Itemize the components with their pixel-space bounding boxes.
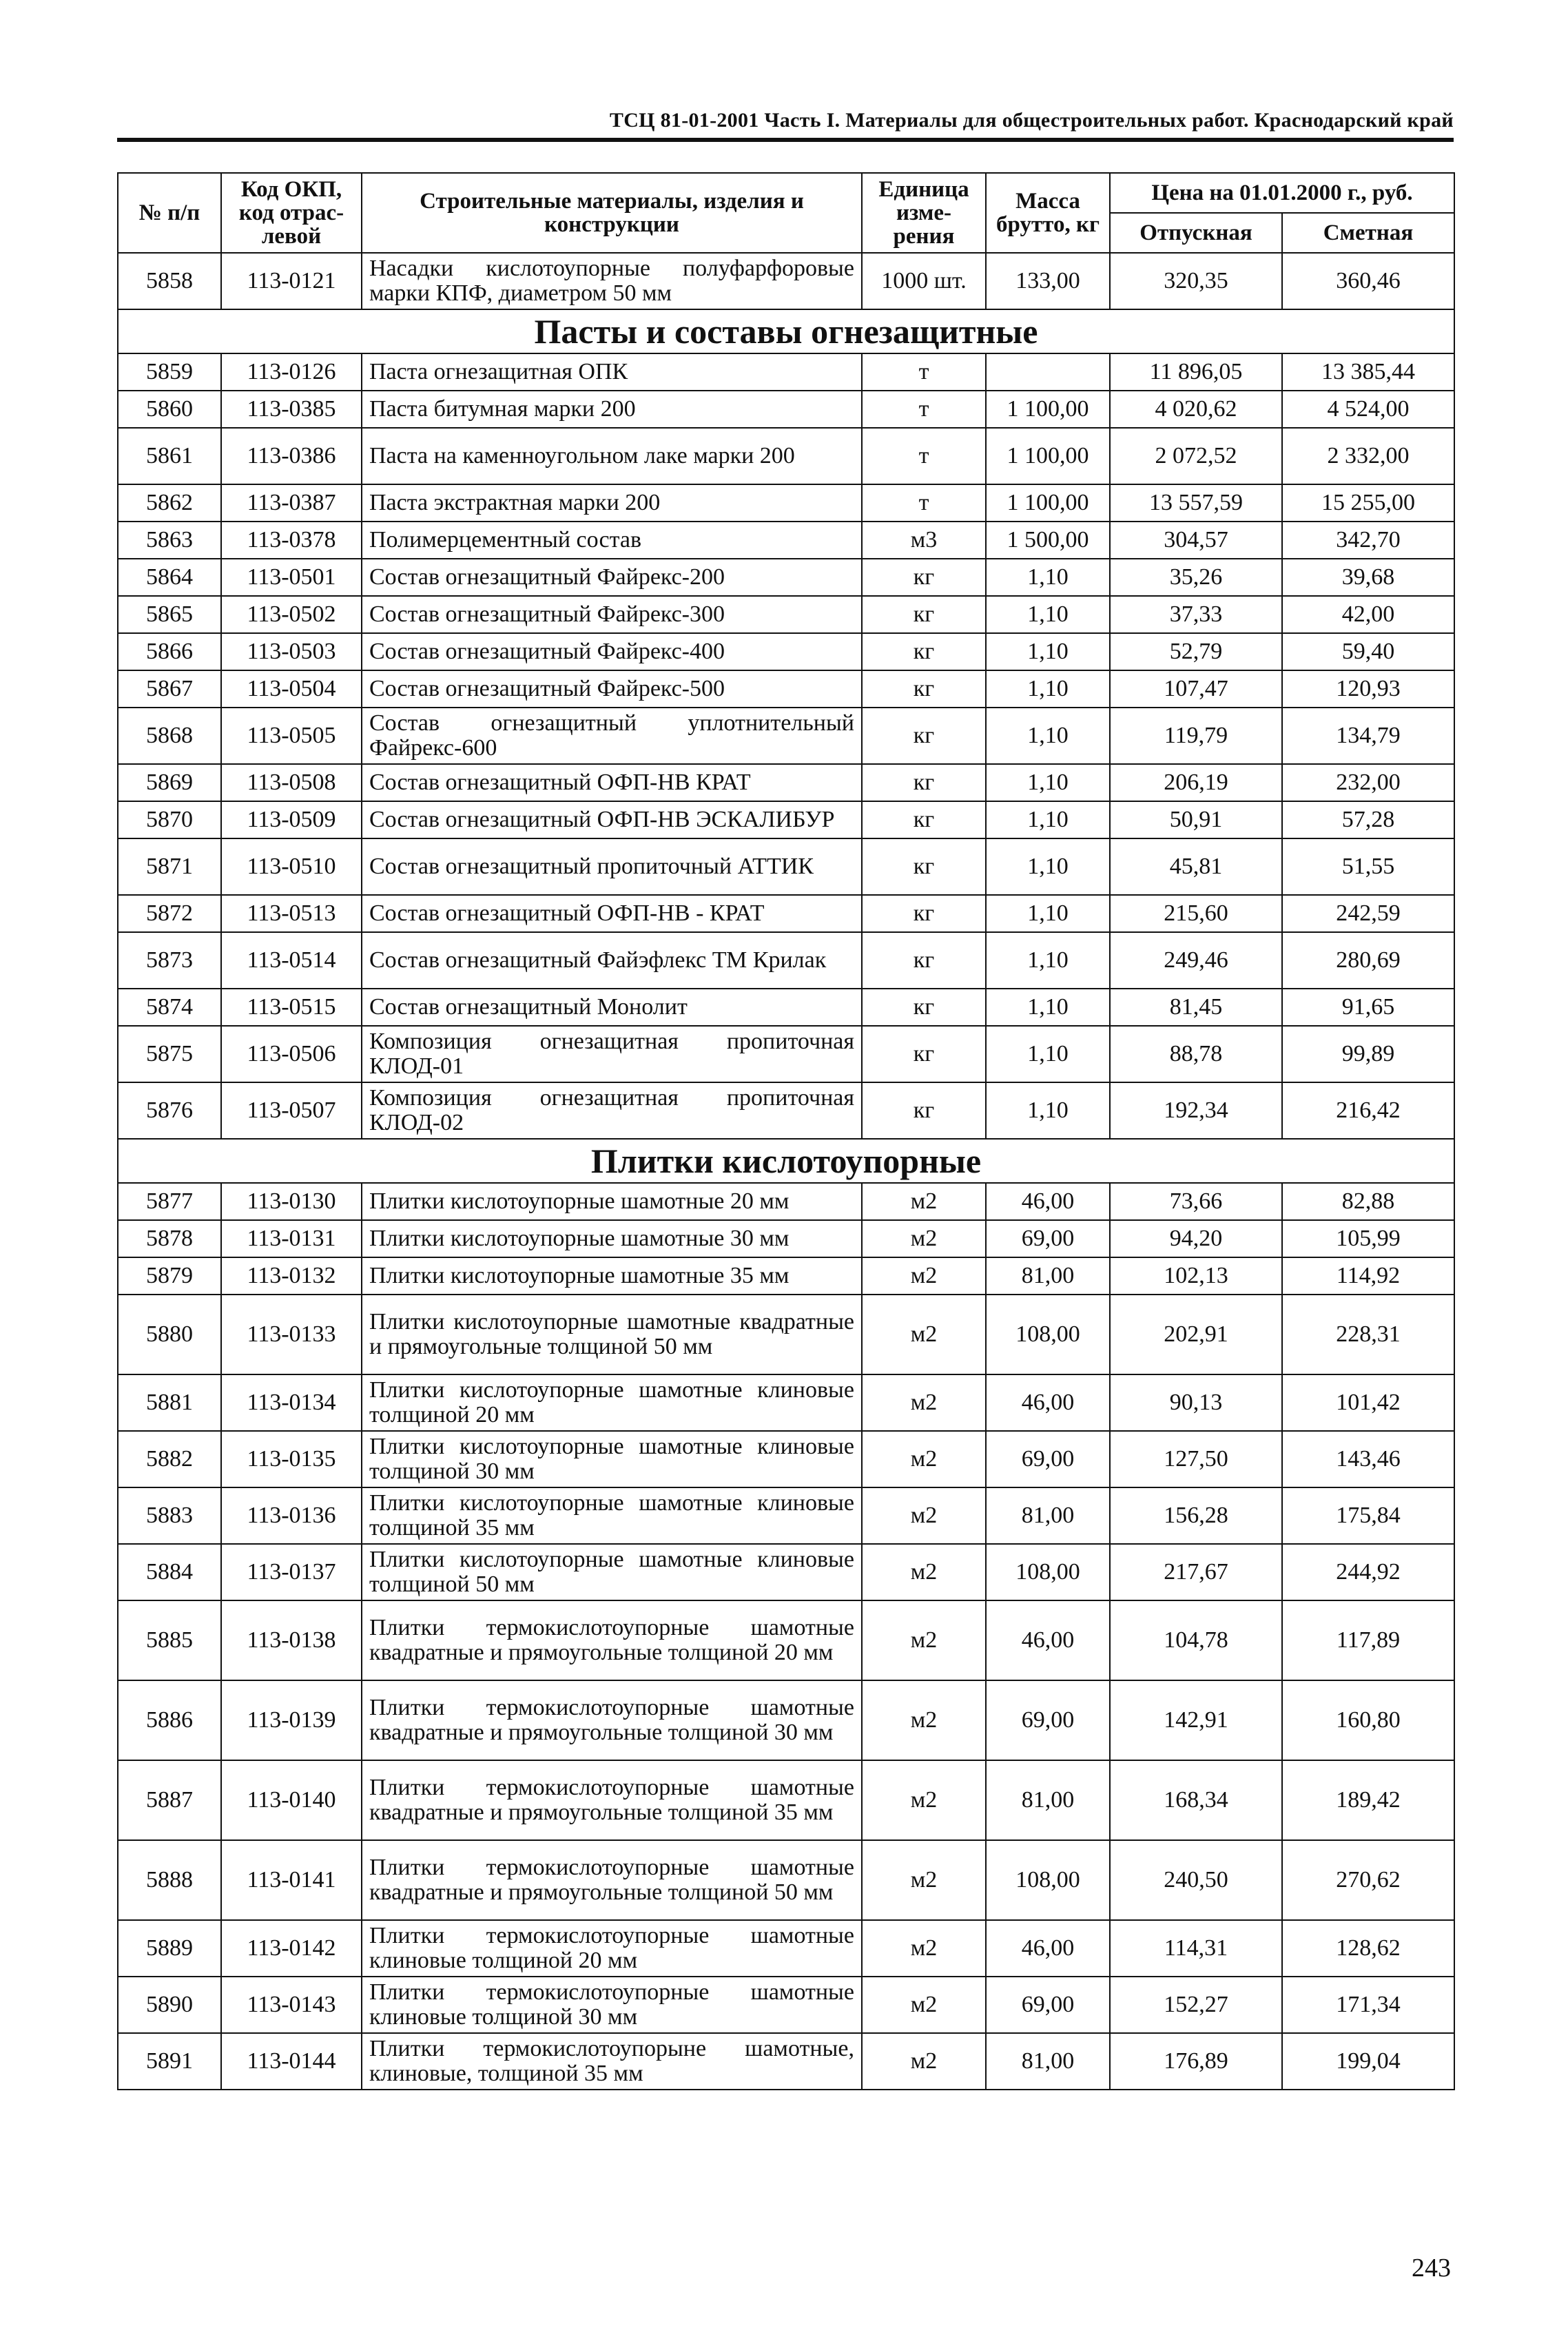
cell-name: Насадки кислотоупорные полуфарфоровые марки КПФ, диаметром 50 мм bbox=[362, 253, 862, 309]
cell-price-est: 216,42 bbox=[1282, 1082, 1454, 1139]
cell-mass: 108,00 bbox=[986, 1840, 1110, 1920]
cell-mass: 1,10 bbox=[986, 559, 1110, 596]
table-row bbox=[118, 764, 1454, 801]
cell-name: Плитки кислотоупорные шамотные 30 мм bbox=[362, 1220, 862, 1257]
table-row bbox=[118, 1920, 1454, 1977]
table-row bbox=[118, 391, 1454, 428]
col-header-mass: Масса брутто, кг bbox=[986, 173, 1110, 253]
cell-code: 113-0501 bbox=[221, 559, 362, 596]
cell-mass: 1,10 bbox=[986, 838, 1110, 895]
cell-price-est: 143,46 bbox=[1282, 1431, 1454, 1487]
cell-unit: кг bbox=[862, 1082, 986, 1139]
cell-code: 113-0139 bbox=[221, 1680, 362, 1760]
cell-name: Состав огнезащитный ОФП-НВ КРАТ bbox=[362, 764, 862, 801]
cell-price-sale: 45,81 bbox=[1110, 838, 1282, 895]
cell-mass: 1,10 bbox=[986, 989, 1110, 1026]
cell-code: 113-0135 bbox=[221, 1431, 362, 1487]
cell-price-sale: 320,35 bbox=[1110, 253, 1282, 309]
cell-mass: 46,00 bbox=[986, 1920, 1110, 1977]
cell-unit: м2 bbox=[862, 1760, 986, 1840]
cell-num: 5879 bbox=[118, 1257, 221, 1295]
cell-num: 5890 bbox=[118, 1977, 221, 2033]
cell-mass: 1,10 bbox=[986, 895, 1110, 932]
cell-mass: 1,10 bbox=[986, 596, 1110, 633]
cell-unit: м2 bbox=[862, 1183, 986, 1220]
cell-unit: 1000 шт. bbox=[862, 253, 986, 309]
cell-price-est: 117,89 bbox=[1282, 1600, 1454, 1680]
table-row bbox=[118, 2033, 1454, 2090]
cell-num: 5886 bbox=[118, 1680, 221, 1760]
table-row bbox=[118, 1680, 1454, 1760]
cell-price-est: 15 255,00 bbox=[1282, 484, 1454, 522]
col-header-unit: Единица изме-рения bbox=[862, 173, 986, 253]
col-header-price-group: Цена на 01.01.2000 г., руб. bbox=[1110, 173, 1454, 213]
cell-unit: м3 bbox=[862, 522, 986, 559]
col-header-name: Строительные материалы, изделия и конструкции bbox=[362, 173, 862, 253]
cell-num: 5860 bbox=[118, 391, 221, 428]
cell-price-sale: 304,57 bbox=[1110, 522, 1282, 559]
cell-mass: 81,00 bbox=[986, 1487, 1110, 1544]
table-row bbox=[118, 1840, 1454, 1920]
cell-unit: т bbox=[862, 391, 986, 428]
cell-unit: кг bbox=[862, 895, 986, 932]
cell-code: 113-0505 bbox=[221, 708, 362, 764]
cell-mass: 46,00 bbox=[986, 1600, 1110, 1680]
cell-mass: 108,00 bbox=[986, 1295, 1110, 1374]
table-row bbox=[118, 1183, 1454, 1220]
table-row bbox=[118, 1220, 1454, 1257]
cell-name: Композиция огнезащитная пропиточная КЛОД-01 bbox=[362, 1026, 862, 1082]
cell-name: Плитки термокислотоупорные шамотные квадратные и прямоугольные толщиной 50 мм bbox=[362, 1840, 862, 1920]
cell-mass: 1,10 bbox=[986, 932, 1110, 989]
cell-name: Плитки кислотоупорные шамотные клиновые толщиной 35 мм bbox=[362, 1487, 862, 1544]
cell-price-est: 39,68 bbox=[1282, 559, 1454, 596]
cell-unit: кг bbox=[862, 633, 986, 670]
cell-price-sale: 37,33 bbox=[1110, 596, 1282, 633]
cell-num: 5871 bbox=[118, 838, 221, 895]
cell-code: 113-0143 bbox=[221, 1977, 362, 2033]
cell-num: 5872 bbox=[118, 895, 221, 932]
cell-name: Плитки кислотоупорные шамотные клиновые толщиной 30 мм bbox=[362, 1431, 862, 1487]
cell-price-est: 232,00 bbox=[1282, 764, 1454, 801]
cell-unit: м2 bbox=[862, 1680, 986, 1760]
cell-price-est: 42,00 bbox=[1282, 596, 1454, 633]
cell-name: Плитки кислотоупорные шамотные 20 мм bbox=[362, 1183, 862, 1220]
cell-num: 5884 bbox=[118, 1544, 221, 1600]
cell-unit: т bbox=[862, 428, 986, 484]
cell-num: 5883 bbox=[118, 1487, 221, 1544]
cell-unit: кг bbox=[862, 708, 986, 764]
col-header-num: № п/п bbox=[118, 173, 221, 253]
section-row bbox=[118, 1139, 1454, 1183]
cell-unit: м2 bbox=[862, 1600, 986, 1680]
cell-unit: кг bbox=[862, 1026, 986, 1082]
cell-mass: 81,00 bbox=[986, 1760, 1110, 1840]
cell-code: 113-0387 bbox=[221, 484, 362, 522]
cell-num: 5867 bbox=[118, 670, 221, 708]
cell-price-est: 2 332,00 bbox=[1282, 428, 1454, 484]
cell-num: 5858 bbox=[118, 253, 221, 309]
cell-name: Состав огнезащитный Файрекс-300 bbox=[362, 596, 862, 633]
table-row bbox=[118, 838, 1454, 895]
cell-price-est: 189,42 bbox=[1282, 1760, 1454, 1840]
cell-num: 5868 bbox=[118, 708, 221, 764]
cell-price-sale: 152,27 bbox=[1110, 1977, 1282, 2033]
cell-code: 113-0133 bbox=[221, 1295, 362, 1374]
cell-price-est: 51,55 bbox=[1282, 838, 1454, 895]
cell-name: Состав огнезащитный Файрекс-400 bbox=[362, 633, 862, 670]
cell-code: 113-0138 bbox=[221, 1600, 362, 1680]
cell-price-est: 4 524,00 bbox=[1282, 391, 1454, 428]
cell-price-est: 342,70 bbox=[1282, 522, 1454, 559]
cell-name: Состав огнезащитный Файрекс-200 bbox=[362, 559, 862, 596]
cell-price-est: 13 385,44 bbox=[1282, 353, 1454, 391]
cell-code: 113-0141 bbox=[221, 1840, 362, 1920]
price-table bbox=[117, 172, 1455, 2090]
cell-price-sale: 50,91 bbox=[1110, 801, 1282, 838]
cell-mass: 1,10 bbox=[986, 708, 1110, 764]
section-row bbox=[118, 309, 1454, 353]
cell-num: 5889 bbox=[118, 1920, 221, 1977]
table-row bbox=[118, 1487, 1454, 1544]
cell-unit: м2 bbox=[862, 1977, 986, 2033]
cell-code: 113-0507 bbox=[221, 1082, 362, 1139]
cell-name: Состав огнезащитный Монолит bbox=[362, 989, 862, 1026]
cell-price-sale: 104,78 bbox=[1110, 1600, 1282, 1680]
cell-unit: м2 bbox=[862, 1920, 986, 1977]
cell-mass: 1,10 bbox=[986, 764, 1110, 801]
cell-num: 5891 bbox=[118, 2033, 221, 2090]
col-header-price-est: Сметная bbox=[1282, 213, 1454, 253]
cell-price-sale: 202,91 bbox=[1110, 1295, 1282, 1374]
cell-mass: 69,00 bbox=[986, 1680, 1110, 1760]
table-row bbox=[118, 1760, 1454, 1840]
cell-price-sale: 4 020,62 bbox=[1110, 391, 1282, 428]
cell-price-sale: 107,47 bbox=[1110, 670, 1282, 708]
table-row bbox=[118, 1257, 1454, 1295]
cell-code: 113-0385 bbox=[221, 391, 362, 428]
cell-mass: 46,00 bbox=[986, 1374, 1110, 1431]
cell-price-sale: 215,60 bbox=[1110, 895, 1282, 932]
table-row bbox=[118, 1544, 1454, 1600]
cell-price-sale: 176,89 bbox=[1110, 2033, 1282, 2090]
col-header-code: Код ОКП, код отрас-левой bbox=[221, 173, 362, 253]
cell-price-est: 99,89 bbox=[1282, 1026, 1454, 1082]
cell-num: 5869 bbox=[118, 764, 221, 801]
table-row bbox=[118, 989, 1454, 1026]
cell-price-sale: 217,67 bbox=[1110, 1544, 1282, 1600]
cell-price-sale: 249,46 bbox=[1110, 932, 1282, 989]
cell-code: 113-0378 bbox=[221, 522, 362, 559]
cell-name: Состав огнезащитный пропиточный АТТИК bbox=[362, 838, 862, 895]
cell-code: 113-0142 bbox=[221, 1920, 362, 1977]
cell-price-est: 82,88 bbox=[1282, 1183, 1454, 1220]
table-row bbox=[118, 633, 1454, 670]
cell-code: 113-0130 bbox=[221, 1183, 362, 1220]
cell-price-est: 160,80 bbox=[1282, 1680, 1454, 1760]
cell-code: 113-0513 bbox=[221, 895, 362, 932]
cell-num: 5885 bbox=[118, 1600, 221, 1680]
table-row bbox=[118, 353, 1454, 391]
cell-num: 5877 bbox=[118, 1183, 221, 1220]
cell-price-est: 228,31 bbox=[1282, 1295, 1454, 1374]
cell-price-sale: 81,45 bbox=[1110, 989, 1282, 1026]
cell-num: 5866 bbox=[118, 633, 221, 670]
cell-num: 5880 bbox=[118, 1295, 221, 1374]
cell-name: Плитки кислотоупорные шамотные клиновые толщиной 50 мм bbox=[362, 1544, 862, 1600]
cell-name: Плитки термокислотоупорыне шамотные, клиновые, толщиной 35 мм bbox=[362, 2033, 862, 2090]
cell-code: 113-0134 bbox=[221, 1374, 362, 1431]
cell-code: 113-0502 bbox=[221, 596, 362, 633]
cell-name: Полимерцементный состав bbox=[362, 522, 862, 559]
cell-unit: кг bbox=[862, 764, 986, 801]
cell-unit: м2 bbox=[862, 1544, 986, 1600]
cell-num: 5862 bbox=[118, 484, 221, 522]
cell-name: Плитки термокислотоупорные шамотные квадратные и прямоугольные толщиной 20 мм bbox=[362, 1600, 862, 1680]
cell-price-est: 114,92 bbox=[1282, 1257, 1454, 1295]
cell-price-sale: 114,31 bbox=[1110, 1920, 1282, 1977]
cell-code: 113-0126 bbox=[221, 353, 362, 391]
cell-mass: 69,00 bbox=[986, 1977, 1110, 2033]
cell-unit: т bbox=[862, 353, 986, 391]
table-row bbox=[118, 428, 1454, 484]
cell-price-sale: 119,79 bbox=[1110, 708, 1282, 764]
cell-price-est: 59,40 bbox=[1282, 633, 1454, 670]
cell-price-sale: 35,26 bbox=[1110, 559, 1282, 596]
cell-mass: 81,00 bbox=[986, 1257, 1110, 1295]
cell-price-est: 270,62 bbox=[1282, 1840, 1454, 1920]
cell-price-est: 171,34 bbox=[1282, 1977, 1454, 2033]
cell-name: Плитки термокислотоупорные шамотные квадратные и прямоугольные толщиной 30 мм bbox=[362, 1680, 862, 1760]
cell-num: 5882 bbox=[118, 1431, 221, 1487]
cell-unit: кг bbox=[862, 838, 986, 895]
table-row bbox=[118, 1295, 1454, 1374]
table-row bbox=[118, 559, 1454, 596]
cell-price-est: 175,84 bbox=[1282, 1487, 1454, 1544]
cell-price-est: 134,79 bbox=[1282, 708, 1454, 764]
cell-num: 5863 bbox=[118, 522, 221, 559]
cell-price-est: 242,59 bbox=[1282, 895, 1454, 932]
cell-code: 113-0144 bbox=[221, 2033, 362, 2090]
cell-code: 113-0121 bbox=[221, 253, 362, 309]
table-row bbox=[118, 932, 1454, 989]
cell-num: 5864 bbox=[118, 559, 221, 596]
cell-code: 113-0508 bbox=[221, 764, 362, 801]
cell-price-sale: 73,66 bbox=[1110, 1183, 1282, 1220]
cell-num: 5876 bbox=[118, 1082, 221, 1139]
cell-price-sale: 90,13 bbox=[1110, 1374, 1282, 1431]
table-body bbox=[118, 253, 1454, 2090]
table-row bbox=[118, 1431, 1454, 1487]
cell-name: Композиция огнезащитная пропиточная КЛОД-02 bbox=[362, 1082, 862, 1139]
cell-price-sale: 192,34 bbox=[1110, 1082, 1282, 1139]
cell-num: 5887 bbox=[118, 1760, 221, 1840]
cell-num: 5878 bbox=[118, 1220, 221, 1257]
table-row bbox=[118, 1600, 1454, 1680]
cell-price-sale: 156,28 bbox=[1110, 1487, 1282, 1544]
cell-mass: 81,00 bbox=[986, 2033, 1110, 2090]
cell-price-est: 105,99 bbox=[1282, 1220, 1454, 1257]
cell-price-est: 128,62 bbox=[1282, 1920, 1454, 1977]
cell-mass bbox=[986, 353, 1110, 391]
cell-price-est: 57,28 bbox=[1282, 801, 1454, 838]
table-row bbox=[118, 484, 1454, 522]
cell-mass: 108,00 bbox=[986, 1544, 1110, 1600]
cell-unit: м2 bbox=[862, 1220, 986, 1257]
table-row bbox=[118, 801, 1454, 838]
cell-name: Плитки термокислотоупорные шамотные клиновые толщиной 30 мм bbox=[362, 1977, 862, 2033]
cell-mass: 69,00 bbox=[986, 1431, 1110, 1487]
cell-num: 5888 bbox=[118, 1840, 221, 1920]
cell-mass: 1,10 bbox=[986, 670, 1110, 708]
cell-code: 113-0509 bbox=[221, 801, 362, 838]
cell-num: 5861 bbox=[118, 428, 221, 484]
cell-price-est: 120,93 bbox=[1282, 670, 1454, 708]
cell-price-sale: 168,34 bbox=[1110, 1760, 1282, 1840]
cell-price-sale: 94,20 bbox=[1110, 1220, 1282, 1257]
running-header: ТСЦ 81-01-2001 Часть I. Материалы для общестроительных работ. Краснодарский край bbox=[117, 103, 1454, 142]
cell-price-sale: 13 557,59 bbox=[1110, 484, 1282, 522]
cell-mass: 69,00 bbox=[986, 1220, 1110, 1257]
cell-code: 113-0131 bbox=[221, 1220, 362, 1257]
cell-unit: м2 bbox=[862, 1257, 986, 1295]
cell-code: 113-0386 bbox=[221, 428, 362, 484]
cell-unit: м2 bbox=[862, 1431, 986, 1487]
cell-price-sale: 88,78 bbox=[1110, 1026, 1282, 1082]
cell-unit: м2 bbox=[862, 1374, 986, 1431]
table-row bbox=[118, 1977, 1454, 2033]
cell-code: 113-0504 bbox=[221, 670, 362, 708]
section-title: Плитки кислотоупорные bbox=[118, 1139, 1454, 1183]
cell-num: 5870 bbox=[118, 801, 221, 838]
cell-code: 113-0136 bbox=[221, 1487, 362, 1544]
cell-unit: м2 bbox=[862, 1487, 986, 1544]
cell-unit: м2 bbox=[862, 1295, 986, 1374]
cell-mass: 46,00 bbox=[986, 1183, 1110, 1220]
cell-price-sale: 206,19 bbox=[1110, 764, 1282, 801]
cell-name: Паста битумная марки 200 bbox=[362, 391, 862, 428]
cell-name: Состав огнезащитный ОФП-НВ - КРАТ bbox=[362, 895, 862, 932]
cell-mass: 1,10 bbox=[986, 801, 1110, 838]
cell-unit: т bbox=[862, 484, 986, 522]
cell-code: 113-0514 bbox=[221, 932, 362, 989]
cell-unit: кг bbox=[862, 596, 986, 633]
cell-unit: кг bbox=[862, 932, 986, 989]
cell-mass: 1,10 bbox=[986, 1082, 1110, 1139]
cell-name: Плитки кислотоупорные шамотные квадратные и прямоугольные толщиной 50 мм bbox=[362, 1295, 862, 1374]
cell-price-sale: 142,91 bbox=[1110, 1680, 1282, 1760]
cell-mass: 133,00 bbox=[986, 253, 1110, 309]
cell-num: 5874 bbox=[118, 989, 221, 1026]
cell-code: 113-0140 bbox=[221, 1760, 362, 1840]
cell-num: 5875 bbox=[118, 1026, 221, 1082]
cell-name: Паста на каменноугольном лаке марки 200 bbox=[362, 428, 862, 484]
cell-name: Плитки термокислотоупорные шамотные клиновые толщиной 20 мм bbox=[362, 1920, 862, 1977]
cell-mass: 1 100,00 bbox=[986, 391, 1110, 428]
cell-code: 113-0503 bbox=[221, 633, 362, 670]
cell-price-sale: 52,79 bbox=[1110, 633, 1282, 670]
table-row bbox=[118, 708, 1454, 764]
cell-name: Состав огнезащитный ОФП-НВ ЭСКАЛИБУР bbox=[362, 801, 862, 838]
cell-code: 113-0132 bbox=[221, 1257, 362, 1295]
cell-price-sale: 2 072,52 bbox=[1110, 428, 1282, 484]
cell-name: Паста экстрактная марки 200 bbox=[362, 484, 862, 522]
cell-name: Плитки термокислотоупорные шамотные квадратные и прямоугольные толщиной 35 мм bbox=[362, 1760, 862, 1840]
table-row bbox=[118, 522, 1454, 559]
cell-price-sale: 11 896,05 bbox=[1110, 353, 1282, 391]
cell-name: Плитки кислотоупорные шамотные клиновые толщиной 20 мм bbox=[362, 1374, 862, 1431]
cell-num: 5881 bbox=[118, 1374, 221, 1431]
cell-num: 5859 bbox=[118, 353, 221, 391]
cell-price-est: 91,65 bbox=[1282, 989, 1454, 1026]
cell-unit: кг bbox=[862, 989, 986, 1026]
cell-price-est: 360,46 bbox=[1282, 253, 1454, 309]
cell-code: 113-0515 bbox=[221, 989, 362, 1026]
cell-code: 113-0506 bbox=[221, 1026, 362, 1082]
cell-name: Состав огнезащитный уплотнительный Файрекс-600 bbox=[362, 708, 862, 764]
cell-num: 5873 bbox=[118, 932, 221, 989]
col-header-price-sale: Отпускная bbox=[1110, 213, 1282, 253]
cell-price-sale: 240,50 bbox=[1110, 1840, 1282, 1920]
table-row bbox=[118, 1374, 1454, 1431]
cell-mass: 1,10 bbox=[986, 633, 1110, 670]
cell-price-sale: 127,50 bbox=[1110, 1431, 1282, 1487]
cell-price-sale: 102,13 bbox=[1110, 1257, 1282, 1295]
cell-code: 113-0137 bbox=[221, 1544, 362, 1600]
cell-code: 113-0510 bbox=[221, 838, 362, 895]
table-row bbox=[118, 1082, 1454, 1139]
cell-price-est: 199,04 bbox=[1282, 2033, 1454, 2090]
cell-mass: 1 100,00 bbox=[986, 428, 1110, 484]
cell-unit: кг bbox=[862, 559, 986, 596]
table-row bbox=[118, 670, 1454, 708]
cell-mass: 1 500,00 bbox=[986, 522, 1110, 559]
cell-price-est: 244,92 bbox=[1282, 1544, 1454, 1600]
page-number: 243 bbox=[1412, 2254, 1451, 2282]
table-row bbox=[118, 596, 1454, 633]
cell-mass: 1,10 bbox=[986, 1026, 1110, 1082]
cell-price-est: 280,69 bbox=[1282, 932, 1454, 989]
cell-price-est: 101,42 bbox=[1282, 1374, 1454, 1431]
cell-name: Состав огнезащитный Файрекс-500 bbox=[362, 670, 862, 708]
table-row bbox=[118, 1026, 1454, 1082]
cell-mass: 1 100,00 bbox=[986, 484, 1110, 522]
cell-name: Паста огнезащитная ОПК bbox=[362, 353, 862, 391]
cell-name: Состав огнезащитный Файэфлекс ТМ Крилак bbox=[362, 932, 862, 989]
cell-unit: кг bbox=[862, 801, 986, 838]
cell-unit: м2 bbox=[862, 2033, 986, 2090]
cell-num: 5865 bbox=[118, 596, 221, 633]
table-row bbox=[118, 895, 1454, 932]
cell-unit: м2 bbox=[862, 1840, 986, 1920]
section-title: Пасты и составы огнезащитные bbox=[118, 309, 1454, 353]
cell-name: Плитки кислотоупорные шамотные 35 мм bbox=[362, 1257, 862, 1295]
table-row bbox=[118, 253, 1454, 309]
cell-unit: кг bbox=[862, 670, 986, 708]
